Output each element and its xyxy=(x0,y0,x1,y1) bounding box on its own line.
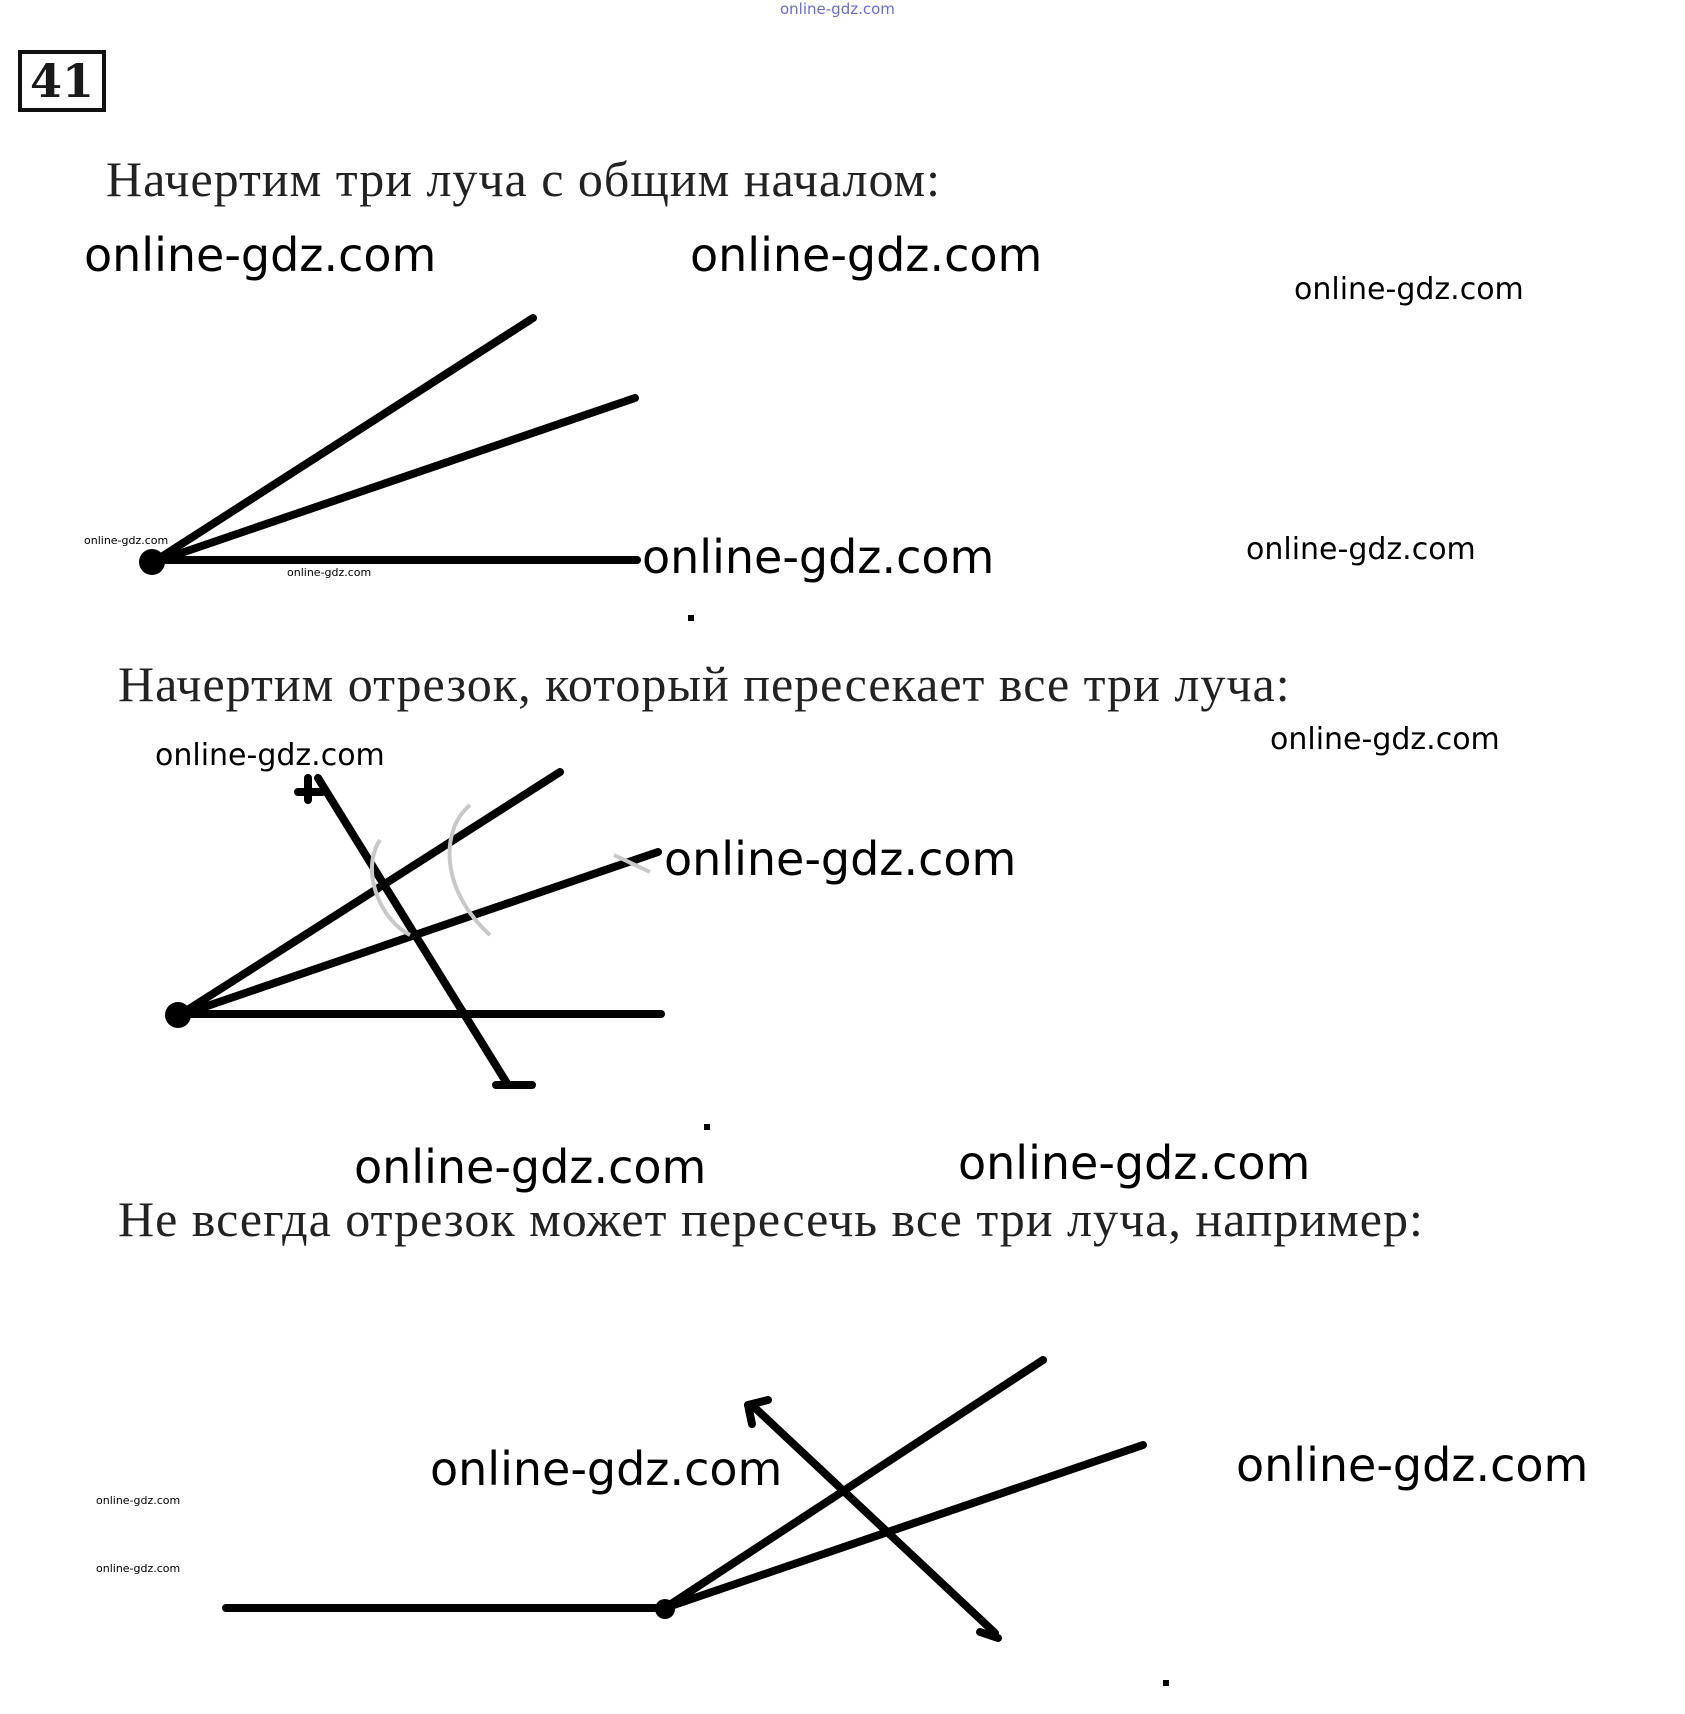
watermark: online-gdz.com xyxy=(642,530,995,584)
rays-origin-point xyxy=(139,549,165,575)
segment-end-tick xyxy=(748,1405,752,1424)
watermark: online-gdz.com xyxy=(287,566,372,579)
rays-origin-point xyxy=(165,1002,191,1028)
watermark: online-gdz.com xyxy=(155,738,385,773)
watermark: online-gdz.com xyxy=(1294,272,1524,307)
ray-middle xyxy=(665,1445,1143,1608)
watermark: online-gdz.com xyxy=(958,1136,1311,1190)
watermark: online-gdz.com xyxy=(690,228,1043,282)
top-watermark: online-gdz.com xyxy=(780,0,895,18)
watermark: online-gdz.com xyxy=(1246,532,1476,567)
watermark: online-gdz.com xyxy=(84,228,437,282)
segment-end-tick xyxy=(980,1632,998,1638)
ray-middle xyxy=(152,398,635,563)
watermark: online-gdz.com xyxy=(664,832,1017,886)
watermark: online-gdz.com xyxy=(84,534,169,547)
watermark: online-gdz.com xyxy=(96,1494,181,1507)
figure-three-rays xyxy=(152,318,637,563)
watermark: online-gdz.com xyxy=(1270,722,1500,757)
rays-origin-point xyxy=(655,1599,675,1619)
watermark: online-gdz.com xyxy=(354,1140,707,1194)
watermark: online-gdz.com xyxy=(96,1562,181,1575)
heading-three-rays: Начертим три луча с общим началом: xyxy=(106,151,942,207)
figure-segment-not-crossing xyxy=(226,1360,1143,1638)
ray-upper xyxy=(178,772,560,1016)
ray-upper xyxy=(152,318,533,563)
watermark: online-gdz.com xyxy=(430,1442,783,1496)
heading-not-always: Не всегда отрезок может пересечь все три луча, например: xyxy=(118,1191,1424,1247)
problem-number: 41 xyxy=(18,50,106,112)
watermark: online-gdz.com xyxy=(1236,1438,1589,1492)
crossing-segment xyxy=(753,1406,995,1633)
heading-segment-crosses: Начертим отрезок, который пересекает все три луча: xyxy=(118,656,1291,712)
ray-upper xyxy=(665,1360,1043,1608)
figure-segment-crossing xyxy=(178,772,661,1085)
